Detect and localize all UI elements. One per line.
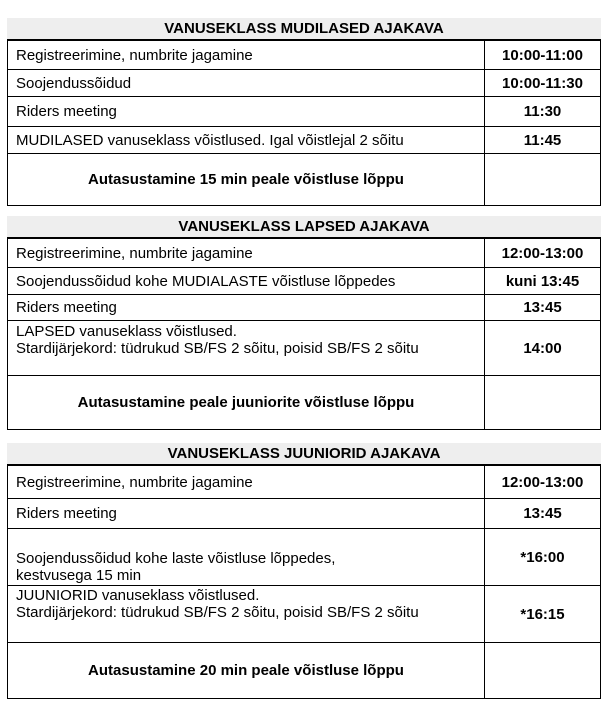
- award-cell: Autasustamine 20 min peale võistluse lõppu: [8, 643, 485, 699]
- table-row: [8, 466, 601, 499]
- award-cell: Autasustamine peale juuniorite võistluse lõppu: [8, 376, 485, 430]
- time-cell: 11:30: [485, 97, 601, 127]
- time-cell: 14:00: [485, 321, 601, 376]
- time-cell: *16:15: [485, 586, 601, 643]
- table-row: [8, 97, 601, 127]
- time-cell: 10:00-11:00: [485, 41, 601, 70]
- empty-cell: [485, 376, 601, 430]
- time-cell: 10:00-11:30: [485, 70, 601, 97]
- table-row: [8, 499, 601, 529]
- activity-cell: Registreerimine, numbrite jagamine: [8, 239, 485, 268]
- activity-cell: Riders meeting: [8, 97, 485, 127]
- activity-cell: Registreerimine, numbrite jagamine: [8, 466, 485, 499]
- table-row: [8, 268, 601, 295]
- activity-line: Soojendussõidud kohe laste võistluse lõppedes,: [16, 550, 336, 567]
- award-row: [8, 376, 601, 430]
- table-row: [8, 70, 601, 97]
- schedule-table: [7, 40, 601, 206]
- award-row: [8, 643, 601, 699]
- time-cell: 12:00-13:00: [485, 466, 601, 499]
- time-cell: 12:00-13:00: [485, 239, 601, 268]
- section-title: VANUSEKLASS MUDILASED AJAKAVA: [7, 18, 601, 40]
- activity-line: Stardijärjekord: tüdrukud SB/FS 2 sõitu, poisid SB/FS 2 sõitu: [16, 604, 419, 621]
- time-cell: *16:00: [485, 529, 601, 586]
- section-title: VANUSEKLASS LAPSED AJAKAVA: [7, 216, 601, 238]
- activity-cell: [8, 586, 485, 643]
- time-cell: 11:45: [485, 127, 601, 154]
- table-row: [8, 295, 601, 321]
- activity-cell: [8, 321, 485, 376]
- table-row: [8, 529, 601, 586]
- time-cell: kuni 13:45: [485, 268, 601, 295]
- table-row: [8, 127, 601, 154]
- activity-cell: MUDILASED vanuseklass võistlused. Igal võistlejal 2 sõitu: [8, 127, 485, 154]
- section-mudilased: [7, 18, 601, 208]
- table-row: [8, 321, 601, 376]
- activity-cell: Riders meeting: [8, 295, 485, 321]
- activity-cell: Soojendussõidud kohe MUDIALASTE võistluse lõppedes: [8, 268, 485, 295]
- time-cell: 13:45: [485, 499, 601, 529]
- table-row: [8, 586, 601, 643]
- schedule-table: [7, 465, 601, 699]
- activity-line: Stardijärjekord: tüdrukud SB/FS 2 sõitu, poisid SB/FS 2 sõitu: [16, 340, 419, 357]
- activity-line: JUUNIORID vanuseklass võistlused.: [16, 587, 260, 604]
- empty-cell: [485, 643, 601, 699]
- activity-cell: Riders meeting: [8, 499, 485, 529]
- section-lapsed: [7, 216, 601, 434]
- activity-line: kestvusega 15 min: [16, 567, 142, 584]
- section-title: VANUSEKLASS JUUNIORID AJAKAVA: [7, 443, 601, 465]
- award-row: [8, 154, 601, 206]
- activity-cell: Soojendussõidud: [8, 70, 485, 97]
- award-cell: Autasustamine 15 min peale võistluse lõppu: [8, 154, 485, 206]
- empty-cell: [485, 154, 601, 206]
- table-row: [8, 239, 601, 268]
- table-row: [8, 41, 601, 70]
- time-cell: 13:45: [485, 295, 601, 321]
- section-juuniorid: [7, 443, 601, 698]
- activity-cell: [8, 529, 485, 586]
- activity-cell: Registreerimine, numbrite jagamine: [8, 41, 485, 70]
- activity-line: LAPSED vanuseklass võistlused.: [16, 323, 237, 340]
- schedule-table: [7, 238, 601, 430]
